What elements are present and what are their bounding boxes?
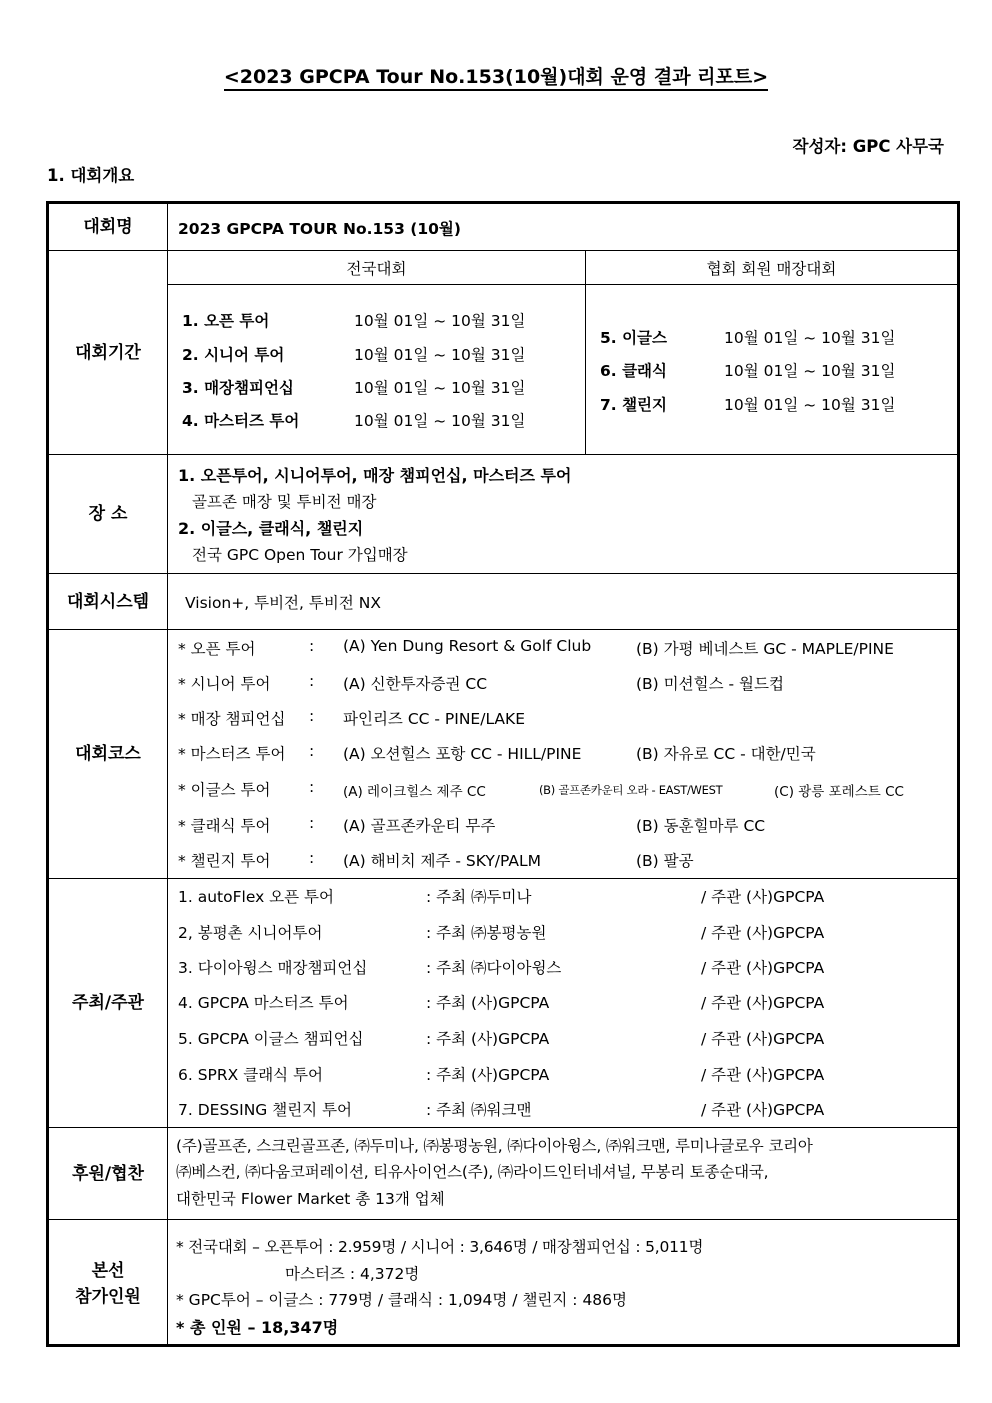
national-item-name: 1. 오픈 투어 xyxy=(182,312,270,330)
label-system: 대회시스템 xyxy=(49,574,168,629)
course-tour: * 클래식 투어 xyxy=(178,817,271,835)
host-sponsor: : 주최 ㈜두미나 xyxy=(426,888,532,906)
course-c: (C) 광릉 포레스트 CC xyxy=(774,784,904,800)
course-colon: : xyxy=(309,707,315,725)
venue-detail: 전국 GPC Open Tour 가입매장 xyxy=(192,546,408,564)
course-a: (A) 해비치 제주 - SKY/PALM xyxy=(343,852,541,870)
sponsor-line: ㈜베스컨, ㈜다움코퍼레이션, 티유사이언스(주), ㈜라이드인터네셔널, 무봉리 토종순대국, xyxy=(176,1163,769,1181)
report-title: <2023 GPCPA Tour No.153(10월)대회 운영 결과 리포트> xyxy=(0,62,992,89)
course-colon: : xyxy=(309,778,315,796)
national-item-dates: 10월 01일 ~ 10월 31일 xyxy=(354,379,526,397)
row-sponsors xyxy=(49,1128,957,1220)
national-header: 전국대회 xyxy=(168,251,586,285)
course-tour: * 챌린지 투어 xyxy=(178,852,271,870)
course-colon: : xyxy=(309,672,315,690)
host-event: 7. DESSING 챌린지 투어 xyxy=(178,1101,353,1119)
host-event: 5. GPCPA 이글스 챔피언십 xyxy=(178,1030,364,1048)
host-organizer: / 주관 (사)GPCPA xyxy=(701,994,825,1012)
system-value: Vision+, 투비전, 투비전 NX xyxy=(185,594,381,612)
host-event: 1. autoFlex 오픈 투어 xyxy=(178,888,335,906)
national-item-dates: 10월 01일 ~ 10월 31일 xyxy=(354,412,526,430)
national-item-name: 4. 마스터즈 투어 xyxy=(182,412,300,430)
national-item-name: 3. 매장챔피언십 xyxy=(182,379,294,397)
host-sponsor: : 주최 (사)GPCPA xyxy=(426,1030,550,1048)
course-a: (A) Yen Dung Resort & Golf Club xyxy=(343,637,592,655)
host-sponsor: : 주최 ㈜다이아윙스 xyxy=(426,959,562,977)
host-sponsor: : 주최 (사)GPCPA xyxy=(426,994,550,1012)
row-hosts xyxy=(49,879,957,1128)
course-b: (B) 자유로 CC - 대한/민국 xyxy=(636,745,816,763)
course-b: (B) 동훈힐마루 CC xyxy=(636,817,766,835)
course-tour: * 매장 챔피언십 xyxy=(178,710,286,728)
label-venue: 장 소 xyxy=(49,455,168,573)
member-item-dates: 10월 01일 ~ 10월 31일 xyxy=(724,362,896,380)
member-item-dates: 10월 01일 ~ 10월 31일 xyxy=(724,329,896,347)
host-event: 2, 봉평촌 시니어투어 xyxy=(178,924,323,942)
overview-table xyxy=(46,201,960,1347)
course-a: 파인리즈 CC - PINE/LAKE xyxy=(343,710,525,728)
host-sponsor: : 주최 ㈜봉평농원 xyxy=(426,924,547,942)
course-a: (A) 신한투자증권 CC xyxy=(343,675,488,693)
member-item-name: 6. 클래식 xyxy=(600,362,667,380)
host-organizer: / 주관 (사)GPCPA xyxy=(701,1101,825,1119)
course-b: (B) 팔공 xyxy=(636,852,694,870)
row-event-name xyxy=(49,204,957,251)
host-sponsor: : 주최 (사)GPCPA xyxy=(426,1066,550,1084)
sponsor-line: (주)골프존, 스크린골프존, ㈜두미나, ㈜봉평농원, ㈜다이아윙스, ㈜워크맨, 루미나글로우 코리아 xyxy=(176,1137,813,1155)
course-colon: : xyxy=(309,742,315,760)
course-a: (A) 오션힐스 포항 CC - HILL/PINE xyxy=(343,745,582,763)
row-period xyxy=(49,251,957,455)
period-divider xyxy=(585,285,586,454)
label-sponsors: 후원/협찬 xyxy=(49,1128,168,1219)
host-organizer: / 주관 (사)GPCPA xyxy=(701,959,825,977)
host-event: 3. 다이아윙스 매장챔피언십 xyxy=(178,959,368,977)
label-event-name: 대회명 xyxy=(49,204,168,250)
course-tour: * 오픈 투어 xyxy=(178,640,256,658)
participants-gpc: * GPC투어 – 이글스 : 779명 / 클래식 : 1,094명 / 챌린지 : 486명 xyxy=(176,1291,628,1309)
national-item-name: 2. 시니어 투어 xyxy=(182,346,285,364)
venue-detail: 골프존 매장 및 투비전 매장 xyxy=(192,493,377,511)
participants-national: * 전국대회 – 오픈투어 : 2.959명 / 시니어 : 3,646명 / 매장챔피언십 : 5,011명 xyxy=(176,1238,704,1256)
course-tour: * 마스터즈 투어 xyxy=(178,745,286,763)
host-organizer: / 주관 (사)GPCPA xyxy=(701,1066,825,1084)
participants-label-line2: 참가인원 xyxy=(75,1286,141,1307)
host-sponsor: : 주최 ㈜워크맨 xyxy=(426,1101,532,1119)
label-period: 대회기간 xyxy=(49,251,168,454)
venue-heading: 2. 이글스, 클래식, 챌린지 xyxy=(178,519,364,538)
sponsor-line: 대한민국 Flower Market 총 13개 업체 xyxy=(176,1190,445,1208)
member-item-name: 7. 챌린지 xyxy=(600,396,667,414)
course-colon: : xyxy=(309,849,315,867)
row-venue xyxy=(49,455,957,574)
label-participants xyxy=(49,1220,168,1347)
host-organizer: / 주관 (사)GPCPA xyxy=(701,888,825,906)
participants-label-line1: 본선 xyxy=(91,1260,125,1281)
course-b: (B) 미션힐스 - 월드컵 xyxy=(636,675,784,693)
label-courses: 대회코스 xyxy=(49,630,168,878)
course-colon: : xyxy=(309,637,315,655)
course-a: (A) 레이크힐스 제주 CC xyxy=(343,784,486,800)
course-a: (A) 골프존카운티 무주 xyxy=(343,817,496,835)
host-event: 6. SPRX 클래식 투어 xyxy=(178,1066,324,1084)
host-event: 4. GPCPA 마스터즈 투어 xyxy=(178,994,349,1012)
author-line: 작성자: GPC 사무국 xyxy=(792,137,944,156)
row-participants xyxy=(49,1220,957,1347)
host-organizer: / 주관 (사)GPCPA xyxy=(701,924,825,942)
course-colon: : xyxy=(309,814,315,832)
event-name-value: 2023 GPCPA TOUR No.153 (10월) xyxy=(178,220,461,238)
member-header: 협회 회원 매장대회 xyxy=(586,251,957,285)
participants-masters: 마스터즈 : 4,372명 xyxy=(285,1265,420,1283)
national-item-dates: 10월 01일 ~ 10월 31일 xyxy=(354,346,526,364)
host-organizer: / 주관 (사)GPCPA xyxy=(701,1030,825,1048)
national-item-dates: 10월 01일 ~ 10월 31일 xyxy=(354,312,526,330)
course-tour: * 이글스 투어 xyxy=(178,781,271,799)
course-tour: * 시니어 투어 xyxy=(178,675,271,693)
row-system xyxy=(49,574,957,630)
course-b: (B) 골프존카운티 오라 - EAST/WEST xyxy=(539,783,723,797)
row-courses xyxy=(49,630,957,879)
member-item-name: 5. 이글스 xyxy=(600,329,667,347)
label-hosts: 주최/주관 xyxy=(49,879,168,1127)
venue-heading: 1. 오픈투어, 시니어투어, 매장 챔피언십, 마스터즈 투어 xyxy=(178,466,572,485)
participants-total: * 총 인원 – 18,347명 xyxy=(176,1318,339,1337)
member-item-dates: 10월 01일 ~ 10월 31일 xyxy=(724,396,896,414)
section-heading: 1. 대회개요 xyxy=(47,166,135,185)
course-b: (B) 가평 베네스트 GC - MAPLE/PINE xyxy=(636,640,894,658)
